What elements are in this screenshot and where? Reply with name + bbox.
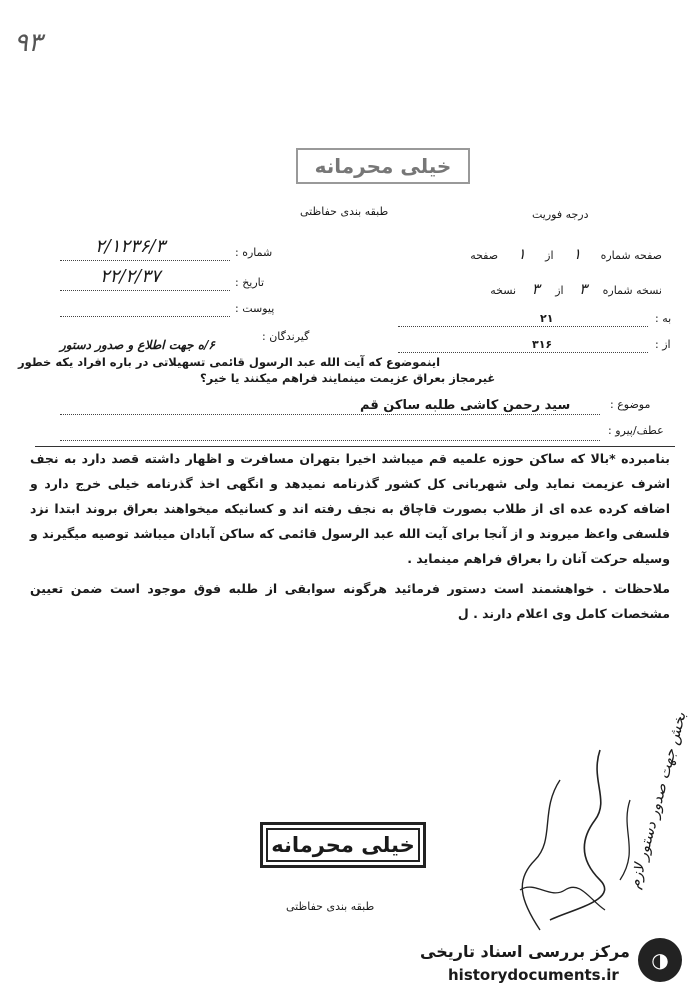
signature-mark xyxy=(480,740,660,944)
reference-label: عطف/پیرو : xyxy=(608,424,664,437)
date-line xyxy=(60,290,230,291)
signature-icon xyxy=(480,740,660,940)
watermark-url: historydocuments.ir xyxy=(448,966,619,984)
attachment-label: پیوست : xyxy=(235,302,275,315)
copy-total-value: ۳ xyxy=(531,280,540,298)
number-label: شماره : xyxy=(235,246,273,259)
recipients-label: گیرندگان : xyxy=(262,330,310,343)
subject-line xyxy=(60,414,600,415)
handwritten-note-line-3: غیرمجاز بعراق عزیمت مینمایند فراهم میکنند یا خیر؟ xyxy=(200,371,496,385)
body-paragraph-2: ملاحظات . خواهشمند است دستور فرمائید هرگونه سوابقی از طلبه فوق موجود است ضمن تعیین مشخصات کامل وی اعلام دارند . ل xyxy=(30,581,670,621)
subject-value: سید رحمن کاشی طلبه ساکن قم xyxy=(360,398,571,413)
subject-label: موضوع : xyxy=(610,398,651,411)
bottom-classification-label: طبقه بندی حفاظتی xyxy=(286,900,375,913)
body-paragraph-1: بنامبرده *بالا که ساکن حوزه علمیه قم میباشد اخیرا بتهران مسافرت و اظهار داشته قصد دارد به نجف اشرف عزیمت نماید ولی شهربانی کل کشور گذرنامه نمیدهد و انگهی اخذ گذرنامه خیلی خرج دارد و اضافه کرده عده ای از طلاب بصورت قاچاق به نجف رفته اند و کسانیکه میخواهند بعراق بروند ابتدا نزد فلسفی واعظ میروند و از آنجا برای آیت الله عبد الرسول قائمی که ساکن آبادان میباشد توصیه میگیرند و وسیله حرکت آنان را بعراق فراهم مینماید . xyxy=(30,451,670,566)
page-number-value: ۱ xyxy=(573,245,582,263)
from-label: از : xyxy=(655,338,671,351)
copy-number-value: ۳ xyxy=(579,280,588,298)
page-number-field: صفحه شماره ۱ از ۱ صفحه xyxy=(470,245,662,263)
to-line xyxy=(398,326,648,327)
urgency-label: درجه فوریت xyxy=(532,208,589,221)
date-label: تاریخ : xyxy=(235,276,265,289)
archive-logo-icon: ◑ xyxy=(638,938,682,982)
classification-label: طبقه بندی حفاظتی xyxy=(300,205,389,218)
from-value: ۳۱۶ xyxy=(532,338,553,351)
handwritten-note-line-1: ۶/ه جهت اطلاع و صدور دستور xyxy=(60,338,215,352)
page-total-value: ۱ xyxy=(517,245,526,263)
reference-line xyxy=(60,440,600,441)
from-line xyxy=(398,352,648,353)
to-label: به : xyxy=(655,312,672,325)
attachment-line xyxy=(60,316,230,317)
date-value: ۲۲/۲/۳۷ xyxy=(100,266,161,287)
watermark-title: مرکز بررسی اسناد تاریخی xyxy=(420,942,630,961)
handwritten-note-line-2: اینموضوع که آیت الله عبد الرسول قائمی تسهیلاتی در باره افراد یکه خطور xyxy=(18,355,441,369)
page-number: ۹۳ xyxy=(14,28,42,58)
top-classification-stamp: خیلی محرمانه xyxy=(296,148,470,184)
margin-note: بخش جهت صدور دستور لازم xyxy=(625,710,690,891)
number-line xyxy=(60,260,230,261)
number-value: ۲/۱۲۳۶/۳ xyxy=(95,236,166,257)
to-value: ۲۱ xyxy=(540,312,554,325)
bottom-classification-stamp: خیلی محرمانه xyxy=(260,822,426,868)
copy-number-field: نسخه شماره ۳ از ۳ نسخه xyxy=(490,280,662,298)
